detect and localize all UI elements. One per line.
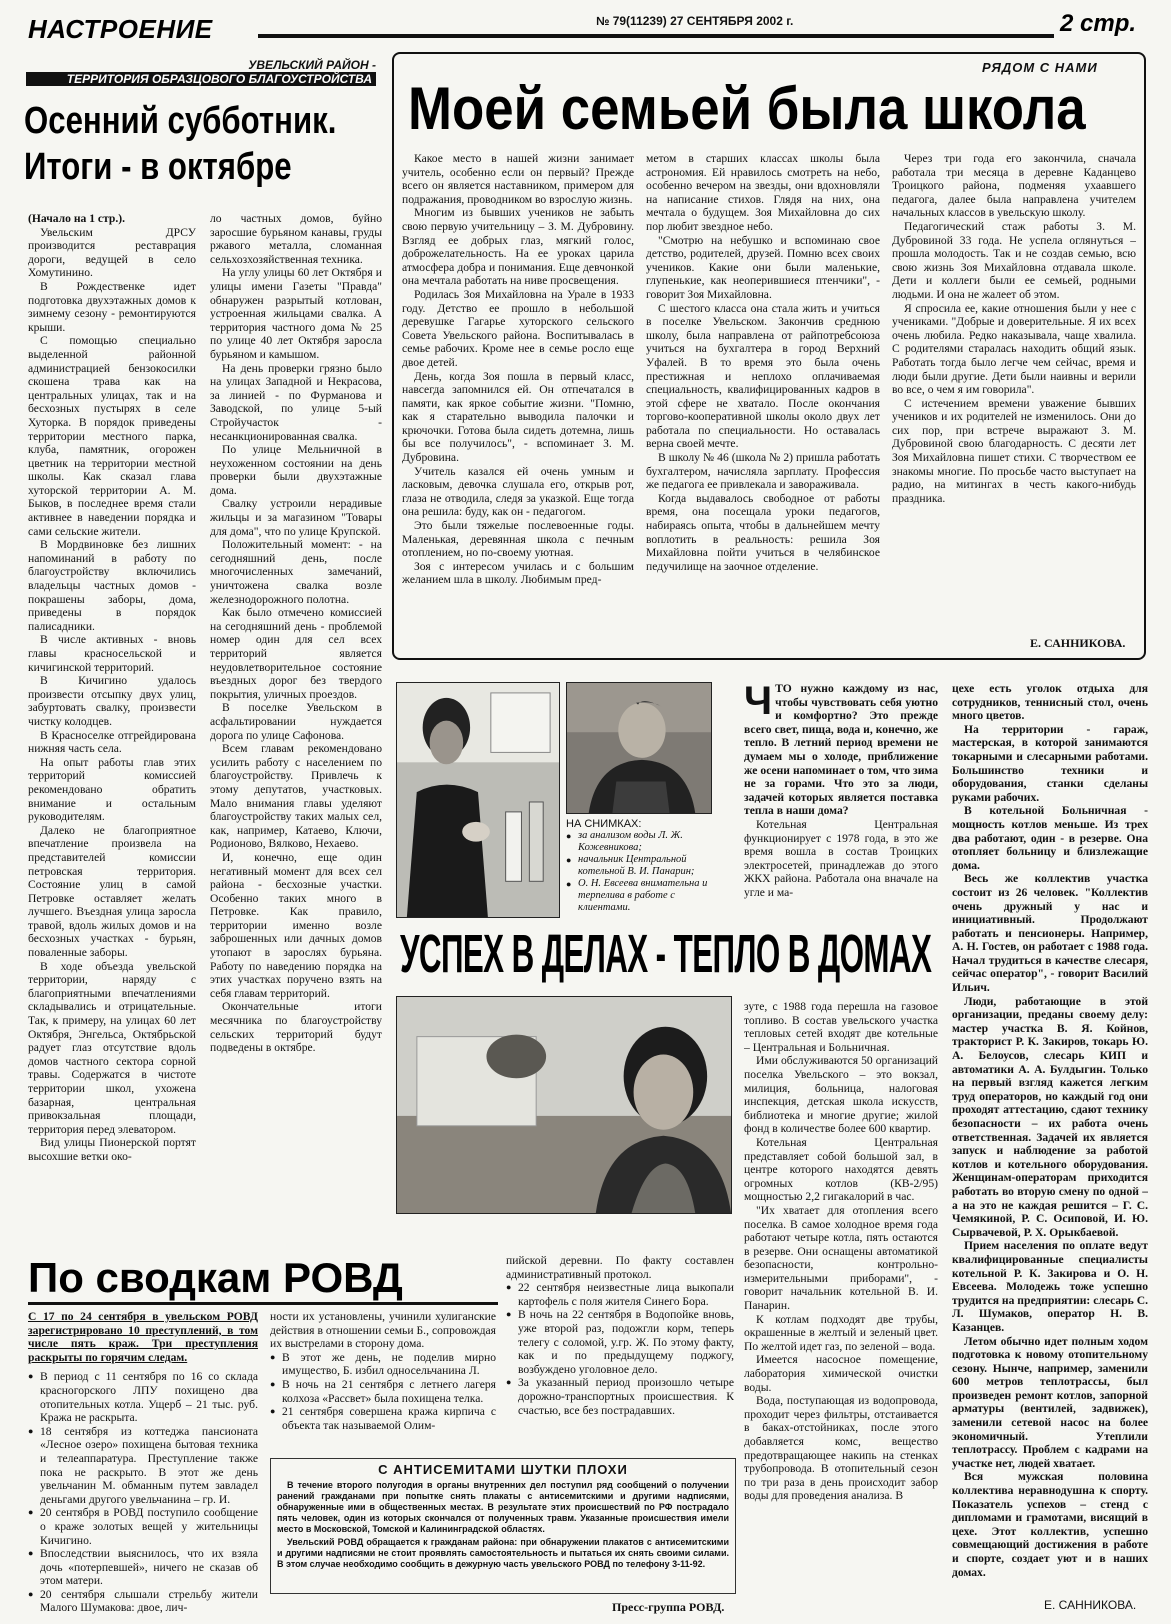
article2-c1-p0: Какое место в нашей жизни занимает учитель, особенно если он первый? Прежде всего он является наставником, примером для подражания, проводником во взрослую жизнь. bbox=[402, 152, 634, 206]
article1-c2-p10: Окончательные итоги месячника по благоустройству сельских территорий будут подведены в октябре. bbox=[210, 1000, 382, 1055]
article2-column2 bbox=[646, 152, 880, 652]
crime-item: ● В ночь на 22 сентября в Водопойке вновь, уже второй раз, подожгли корм, теперь телегу с соломой, у.гр. Ж. По этому факту, как и по предыдущему поджогу, возбуждено уголовное дело. bbox=[506, 1308, 734, 1376]
article4-title: По сводкам РОВД bbox=[28, 1254, 403, 1301]
crime-item: ● 21 сентября совершена кража кирпича с объекта так называемой Олим- bbox=[270, 1405, 496, 1432]
article4-c2-intro: ности их установлены, учинили хулиганские действия в отношении семьи Б., сопровождая их выстрелами в сторону дома. bbox=[270, 1310, 496, 1351]
crime-item: ● В ночь на 21 сентября с летнего лагеря колхоза «Рассвет» была похищена телка. bbox=[270, 1378, 496, 1405]
article1-c1-p2: В Рождественке идет подготовка двухэтажных домов к зимнему сезону - ремонтируются крыши. bbox=[28, 279, 196, 334]
antisemitism-box-p1: В течение второго полугодия в органы внутренних дел поступил ряд сообщений о получении ранений гражданами при попытке снять плакаты с антисемитскими и другими надписями, обнаруженные ими в общественных местах. В результате этих происшествий по РФ пострадало пять человек, один из которых скончался от полученных травм. Указанные происшествия имели место в Московской, Томской и Калининградской областях. bbox=[277, 1480, 729, 1534]
article2-c1-p3: День, когда Зоя пошла в первый класс, навсегда запомнился ей. Он отпечатался в памяти, как яркое событие жизни. "Помню, как я старательно выводила палочки и крючочки. Готова была сидеть дотемна, лишь бы все получилось", - вспоминает З. М. Дубровина. bbox=[402, 369, 634, 465]
article3-column2 bbox=[952, 682, 1148, 1594]
article1-c2-p6: Как было отмечено комиссией на сегодняшний день - проблемой номер один для сел всех территорий является неудовлетворительное состояние въездных дорог без твердого покрытия, уличных проездов. bbox=[210, 606, 382, 701]
photo-captions bbox=[566, 818, 712, 914]
article1-c1-p4: В Мордвиновке без лишних напоминаний в работу по благоустройству включились владельцы частных домов - покрашены заборы, дома, приведены в порядок палисадники. bbox=[28, 538, 196, 633]
article3-c1b-p4: К котлам подходят две трубы, окрашенные в желтый и зеленый цвет. По желтой идет газ, по зеленой – вода. bbox=[744, 1312, 938, 1353]
article1-kicker bbox=[26, 58, 376, 86]
article3-c1b-p6: Вода, поступающая из водопровода, проходит через фильтры, отстаивается в баках-отстойниках, после этого добавляется комс, вещество предотвращающее накипь на стенках трубопровода. В отопительный сезон по три раза в день происходит забор воды для проведения анализа. В bbox=[744, 1394, 938, 1503]
article3-c2-p0: цехе есть уголок отдыха для сотрудников, теннисный стол, очень много цветов. bbox=[952, 682, 1148, 723]
article1-column2 bbox=[210, 212, 382, 1242]
masthead-rule bbox=[258, 34, 1054, 38]
article1-c1-p8: На опыт работы глав этих территорий комиссией рекомендовано обратить внимание и остальным руководителям. bbox=[28, 755, 196, 824]
article2-c3-p2: Я спросила ее, какие отношения были у нее с учениками. "Добрые и доверительные. Я их всех очень любила. Редко наказывала, чаще хвалила. С родителями старалась находить общий язык. Работать тогда было легче чем сейчас, время и люди были другие. Дети были наивны и верили во все, о чем я им говорила". bbox=[892, 301, 1136, 397]
photo-client-service bbox=[396, 996, 732, 1214]
issue-date: № 79(11239) 27 СЕНТЯБРЯ 2002 г. bbox=[596, 14, 794, 28]
article2-c2-p4: Когда выдавалось свободное от работы время, она посещала уроки педагогов, набираясь опыта, чтобы в дальнейшем мечту воплотить в реальность: решила Зоя Михайловна пойти учиться в челябинское педучилище на заочное отделение. bbox=[646, 491, 880, 573]
article2-column1 bbox=[402, 152, 634, 652]
article1-c1-p10: В ходе объезда увельской территории, наряду с благоприятными впечатлениями складывались и отрицательные. Так, к примеру, на улицах 60 лет Октября, Энгельса, Октябрьской радует глаз отсутствие вдоль домов частного сектора сорной травы. Содержатся в чистоте территории школ, ухожена базарная, центральная привокзальная площади, территория перед элеватором. bbox=[28, 959, 196, 1136]
crime-item: ● В период с 11 сентября по 16 со склада красногорского ЛПУ похищено два отопительных котла. Ущерб – 21 тыс. руб. Кража не раскрыта. bbox=[28, 1370, 258, 1424]
article2-c1-p2: Родилась Зоя Михайловна на Урале в 1933 году. Детство ее прошло в небольшой деревушке Гагарье хуторского сельского Совета Увельского района. Воспитывалась в семье рабочих. Кроме нее в семье росло еще двое детей. bbox=[402, 287, 634, 369]
article3-author: Е. САННИКОВА. bbox=[1044, 1598, 1137, 1612]
article1-c2-p7: В поселке Увельском в асфальтировании нуждается дорога по улице Сафонова. bbox=[210, 701, 382, 742]
photo-water-analysis bbox=[396, 682, 560, 918]
article1-c1-p6: В Кичигино удалось произвести отсыпку двух улиц, забуртовать свалку, произвести чистку колодцев. bbox=[28, 674, 196, 728]
article1-c2-p9: И, конечно, еще один негативный момент для всех сел района - бесхозные участки. Особенно таких много в Петровке. Как правило, территории именно возле заброшенных или дачных домов утопают в зарослях бурьяна. Работу по наведению порядка на этих участках поручено взять на себя главам территорий. bbox=[210, 850, 382, 1000]
crime-item: ● 18 сентября из коттеджа пансионата «Лесное озеро» похищена бытовая техника и телеаппаратура. Преступление также пока не раскрыто. В этот же день увельчанин М. обманным путем завладел деньгами другого увельчанина – гр. И. bbox=[28, 1425, 258, 1507]
article3-c1a-p1: Котельная Центральная функционирует с 1978 года, в это же время вошла в состав Троицких электросетей, принадлежав до этого ЖКХ района. Работала она вначале на угле и ма- bbox=[744, 817, 938, 899]
article1-title bbox=[24, 98, 336, 190]
article3-column1b bbox=[744, 1000, 938, 1600]
article3-c1a-p0 bbox=[744, 682, 938, 818]
article1-kicker-line1: УВЕЛЬСКИЙ РАЙОН - bbox=[248, 58, 376, 72]
article1-c2-p4: Свалку устроили нерадивые жильцы и за магазином "Товары для дома", что по улице Крупской. bbox=[210, 497, 382, 538]
crime-item: ● В этот же день, не поделив мирно имущество, Б. избил односельчанина Л. bbox=[270, 1351, 496, 1378]
article1-c1-p0: (Начало на 1 стр.). bbox=[28, 212, 126, 225]
article1-c1-p3: С помощью специально выделенной районной администрацией бензокосилки скошена трава как на центральных улицах, так и на бесхозных пустырях в селе Хуторка. В порядок приведены территории местного парка, клуба, памятник, огорожен цветник на территории местной школы. Как сказал глава хуторской территории А. М. Быков, в последнее время стали активнее в наведении порядка и сами сельские жители. bbox=[28, 334, 196, 538]
article2-c1-p1: Многим из бывших учеников не забыть свою первую учительницу – З. М. Дубровину. Взгляд ее добрых глаз, мягкий голос, доброжелательность. На ее уроках царила атмосфера добра и понимания. Еще девчонкой она мечтала работать на ниве просвещения. bbox=[402, 206, 634, 288]
article1-c2-p0: ло частных домов, буйно заросшие бурьяном канавы, груды ржавого металла, сломанная сельхозхозяйственная техника. bbox=[210, 212, 382, 266]
article3-lead-text: ТО нужно каждому из нас, чтобы чувствовать себя уютно и комфортно? Это прежде всего свет, пища, вода и, конечно, же тепло. В летний период времени не думаем мы о холоде, приближение же осени напоминает о том, что зима не за горами. Что это за люди, задачей которых является поставка тепла в наши дома? bbox=[744, 682, 938, 818]
article1-c2-p2: На день проверки грязно было на улицах Западной и Некрасова, за линией - по Фурманова и Заводской, по улице 5-ый Стройучасток - несанкционированная свалка. bbox=[210, 361, 382, 443]
article2-c3-p1: Педагогический стаж работы З. М. Дубровиной 33 года. Не успела оглянуться – прошла молодость. Так и не создав семью, всю свою жизнь Зоя Михайловна отдавала школе. Дети и коллеги были ее семьей, родными людьми. И она не жалеет об этом. bbox=[892, 219, 1136, 301]
caption-item: ● за анализом воды Л. Ж. Кожевникова; bbox=[566, 830, 712, 854]
crime-item: ● 20 сентября слышали стрельбу жители Малого Шумакова: двое, лич- bbox=[28, 1588, 258, 1615]
article4-column2 bbox=[270, 1310, 496, 1456]
caption-item: ● начальник Центральной котельной В. И. Панарин; bbox=[566, 854, 712, 878]
article2-title: Моей семьей была школа bbox=[408, 75, 1086, 142]
article3-c1b-p2: Котельная Центральная представляет собой большой зал, в центре которого находятся девять огромных котлов (КВ-2/95) мощностью 2,2 гигакалорий в час. bbox=[744, 1135, 938, 1204]
article2-column3 bbox=[892, 152, 1136, 638]
caption-item: ● О. Н. Евсеева внимательна и терпелива в работе с клиентами. bbox=[566, 878, 712, 914]
article1-c2-p1: На углу улицы 60 лет Октября и улицы имени Газеты "Правда" обнаружен разрытый котлован, устроенная жильцами свалка. А территория частного дома № 25 по улице 40 лет Октября заросла бурьяном и камышом. bbox=[210, 266, 382, 361]
article4-c3-intro: пийской деревни. По факту составлен административный протокол. bbox=[506, 1254, 734, 1281]
article3-c1b-p5: Имеется насосное помещение, лаборатория химической очистки воды. bbox=[744, 1353, 938, 1394]
article2-c1-p5: Это были тяжелые послевоенные годы. Маленькая, деревянная школа с печным отоплением, но по-своему уютная. bbox=[402, 519, 634, 560]
article3-c2-p5: Прием населения по оплате ведут квалифицированные специалисты котельной Р. К. Закирова и О. Н. Евсеева. Молодежь тоже успешно трудится на предприятии: слесарь С. Л. Шумаков, оператор Н. В. Казанцев. bbox=[952, 1239, 1148, 1334]
article4-lead: С 17 по 24 сентября в увельском РОВД зарегистрировано 10 преступлений, в том числе пять краж. Три преступления раскрыты по горячим следам. bbox=[28, 1310, 258, 1364]
article2-c3-p3: С истечением времени уважение бывших учеников и их родителей не изменилось. Они до сих пор, при встрече выражают З. М. Дубровиной свою благодарность. С десяти лет Зоя Михайловна пишет стихи. С творчеством ее знакомы многие. По просьбе часто выступает на радио, на митингах в честь какого-нибудь праздника. bbox=[892, 396, 1136, 505]
article3-c2-p2: В котельной Больничная - мощность котлов меньше. Из трех два работают, один - в резерве. Она отопляет больницу и близлежащие дома. bbox=[952, 804, 1148, 872]
crime-item: ● 20 сентября в РОВД поступило сообщение о краже золотых вещей у жительницы Кичигино. bbox=[28, 1506, 258, 1547]
article1-column1 bbox=[28, 212, 196, 1242]
article1-c1-p5: В числе активных - вновь главы красносельской и кичигинской территорий. bbox=[28, 633, 196, 674]
article2-author: Е. САННИКОВА. bbox=[1030, 636, 1126, 650]
article3-c1b-p1: Ими обслуживаются 50 организаций поселка Увельского – это вокзал, милиция, больница, налоговая инспекция, детская школа искусств, библиотека и многие другие; жилой фонд в количестве более 600 квартир. bbox=[744, 1054, 938, 1136]
article1-c1-p9: Далеко не благоприятное впечатление произвела на представителей комиссии петровская территория. Состояние улиц в самой Петровке оставляет желать лучшего. Въездная улица заросла травой, вдоль жилых домов и на бесхозных участках - бурьян, поваленные заборы. bbox=[28, 823, 196, 960]
article1-kicker-line2: ТЕРРИТОРИЯ ОБРАЗЦОВОГО БЛАГОУСТРОЙСТВА bbox=[26, 72, 376, 86]
article1-title-line1: Осенний субботник. bbox=[24, 100, 337, 142]
article4-author: Пресс-группа РОВД. bbox=[612, 1600, 725, 1614]
antisemitism-box-p2: Увельский РОВД обращается к гражданам района: при обнаружении плакатов с антисемитскими и другими надписями не стоит проявлять самостоятельность и пытаться их снять своими силами. В этом случае необходимо сообщить в дежурную часть увельского РОВД по телефону 3-11-92. bbox=[277, 1537, 729, 1569]
page-number: 2 стр. bbox=[1060, 10, 1137, 37]
article4-rule bbox=[28, 1302, 498, 1305]
article2-c2-p2: С шестого класса она стала жить и учиться в поселке Увельском. Закончив среднюю школу, была направлена от райпотребсоюза учиться на бухгалтера в город Верхний Уфалей. В то время это была очень престижная и неплохо оплачиваемая специальность, квалифицированных кадров в этой сфере не хватало. После окончания торгово-кооперативной школы около двух лет работала по специальности. Но оставалась верна своей мечте. bbox=[646, 301, 880, 451]
article1-c1-p1: Увельским ДРСУ производится реставрация дороги, ведущей в село Хомутинино. bbox=[28, 225, 196, 280]
article2-c1-p6: Зоя с интересом училась и с большим желанием шла в школу. Любимым пред- bbox=[402, 559, 634, 587]
article1-c2-p5: Положительный момент: - на сегодняшний день, после многочисленных замечаний, уничтожена свалка возле железнодорожного полотна. bbox=[210, 538, 382, 606]
article3-c1b-p0: зуте, с 1988 года перешла на газовое топливо. В состав увельского участка тепловых сетей входят две котельные – Центральная и Больничная. bbox=[744, 1000, 938, 1054]
article3-c2-p4: Люди, работающие в этой организации, преданы своему делу: мастер участка В. Я. Койнов, тракторист Р. К. Закиров, токарь Ю. А. Белоусов, слесарь КИП и автоматики А. А. Булдыгин. Только на первый взгляд кажется легким труд операторов, но каждый год они проходят аттестацию, сдают технику безопасности – их работа очень ответственная. Задачей их является запуск и наблюдение за работой котлов и котельного оборудования. Женщинам-операторам приходится работать во вторую смену по одной – а на это не каждая решится – Г. С. Чемякиной, Р. С. Осиповой, И. Ю. Сырвачевой, Р. Х. Орыкбаевой. bbox=[952, 994, 1148, 1239]
captions-head: НА СНИМКАХ: bbox=[566, 818, 642, 830]
article1-c1-p11: Вид улицы Пионерской портят высохшие ветки око- bbox=[28, 1136, 196, 1163]
article1-c2-p8: Всем главам рекомендовано усилить работу с населением по благоустройству. Привлечь к этому депутатов, участковых. Мало внимания главы уделяют благоустройству таких малых сел, как, например, Катаево, Ключи, Родионово, Вялково, Нехаево. bbox=[210, 742, 382, 851]
crime-item: ● За указанный период произошло четыре дорожно-транспортных происшествия. К счастью, все без пострадавших. bbox=[506, 1376, 734, 1417]
article3-c2-p1: На территории - гараж, мастерская, в которой занимаются токарными и слесарными работами. Большинство техники и оборудования, станки сделаны руками рабочих. bbox=[952, 722, 1148, 804]
article2-c1-p4: Учитель казался ей очень умным и ласковым, девочка слушала его, открыв рот, глаза не отводила, следя за указкой. Еще тогда она решила: буду, как он - педагогом. bbox=[402, 464, 634, 519]
antisemitism-box bbox=[270, 1458, 736, 1594]
article1-c1-p7: В Красноселке отгрейдирована нижняя часть села. bbox=[28, 728, 196, 756]
article3-title: УСПЕХ В ДЕЛАХ - ТЕПЛО В ДОМАХ bbox=[400, 924, 932, 984]
article2-kicker: РЯДОМ С НАМИ bbox=[982, 60, 1098, 75]
article1-c2-p3: По улице Мельничной в неухоженном состоянии на день проверки были двухэтажные дома. bbox=[210, 443, 382, 497]
article2-c3-p0: Через три года его закончила, сначала работала три месяца в деревне Каданцево Троицкого района, подменяя ухаавшего педагога, далее была направлена учителем начальных классов в увельскую школу. bbox=[892, 152, 1136, 220]
article3-c2-p3: Весь же коллектив участка состоит из 26 человек. "Коллектив очень дружный у нас и инициативный. Продолжают работать и пенсионеры. Например, А. Н. Гостев, он работает с 1988 года. Начал трудиться в качестве слесаря, сейчас оператор", - говорит Василий Ильич. bbox=[952, 872, 1148, 995]
article2-c2-p3: В школу № 46 (школа № 2) пришла работать бухгалтером, начисляла зарплату. Профессия же педагога ее привлекала и завораживала. bbox=[646, 451, 880, 492]
crime-item: ● Впоследствии выяснилось, что их взяла дочь «потерпевшей», ничего не сказав об этом матери. bbox=[28, 1547, 258, 1588]
article1-title-line2: Итоги - в октябре bbox=[24, 146, 292, 188]
article4-column3 bbox=[506, 1254, 734, 1456]
article3-c1b-p3: "Их хватает для отопления всего поселка. В самое холодное время года работают четыре котла, пять остаются в резерве. Они оснащены автоматикой безопасности, контрольно-измерительными приборами", - говорит начальник котельной В. И. Панарин. bbox=[744, 1203, 938, 1313]
article2-c2-p0: метом в старших классах школы была астрономия. Ей нравилось смотреть на небо, особенно вечером на звезды, они вдохновляли на написание стихов. Глядя на них, она мечтала о будущем. Зоя Михайловна до сих пор любит звездное небо. bbox=[646, 152, 880, 233]
antisemitism-box-title: С АНТИСЕМИТАМИ ШУТКИ ПЛОХИ bbox=[378, 1462, 628, 1477]
photo-boiler-chief bbox=[566, 682, 712, 814]
article3-column1a bbox=[744, 682, 938, 942]
article2-c2-p1: "Смотрю на небушко и вспоминаю свое детство, родителей, друзей. Помню всех своих учеников. Какие они были маленькие, глупенькие, как неоперившиеся птенчики", - говорит Зоя Михайловна. bbox=[646, 233, 880, 301]
dropcap: Ч bbox=[744, 682, 773, 723]
article4-column1 bbox=[28, 1310, 258, 1616]
article3-c2-p6: Летом обычно идет полным ходом подготовка к новому отопительному сезону. Нынче, например, заменили 600 метров теплотрассы, был произведен ремонт котлов, запорной арматуры (вентилей, задвижек), заменили сетевой насос на более экономичный. Утеплили теплотрассу. Проблем с кадрами на участке нет, людей хватает. bbox=[952, 1334, 1148, 1470]
section-title: НАСТРОЕНИЕ bbox=[28, 14, 213, 44]
article3-c2-p7: Вся мужская половина коллектива неравнодушна к спорту. Показатель успехов – стенд с дипломами и грамотами, висящий в цехе. Этот коллектив, успешно совмещающий достижения в работе и спорте, создает уют и в наших домах. bbox=[952, 1470, 1148, 1579]
crime-item: ● 22 сентября неизвестные лица выкопали картофель с поля жителя Синего Бора. bbox=[506, 1281, 734, 1308]
